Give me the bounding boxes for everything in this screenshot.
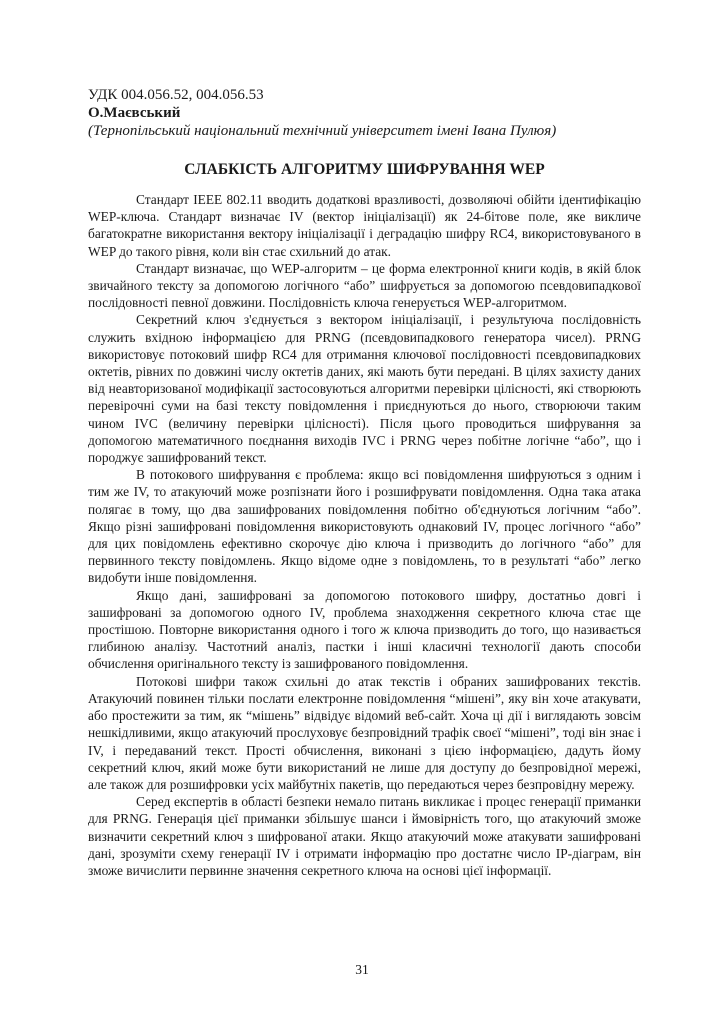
- paragraph: В потокового шифрування є проблема: якщо всі повідомлення шифруються з одним і тим же IV, то атакуючий може розпізнати його і розшифрувати повідомлення. Одна така атака полягає в тому, що два зашифрованих повідомлення побітно об'єднуються логічним “або”. Якщо різні зашифровані повідомлення використовують однаковий IV, процес логічного “або” для цих повідомлень ефективно скорочує дію ключа і призводить до логічного “або” для первинного тексту повідомлень. Якщо відоме одне з повідомлень, то в результаті “або” легко видобути інше повідомлення.: [88, 467, 641, 586]
- paper-title: СЛАБКІСТЬ АЛГОРИТМУ ШИФРУВАННЯ WEP: [184, 161, 545, 178]
- paragraph: Стандарт IEEE 802.11 вводить додаткові вразливості, дозволяючі обійти ідентифікацію WEP-ключа. Стандарт визначає IV (вектор ініціалізації) як 24-бітове поле, яке викличе багатократне використання вектору ініціалізації і деградацію шифру RC4, використовуваного в WEP до такого рівня, коли він стає схильний до атак.: [88, 192, 641, 259]
- paragraph: Потокові шифри також схильні до атак текстів і обраних зашифрованих текстів. Атакуючий повинен тільки послати електронне повідомлення “мішені”, яку він хоче атакувати, або простежити за тим, як “мішень” відвідує відомий веб-сайт. Хоча ці дії і виглядають зовсім нешкідливими, якщо атакуючий прослуховує безпровідний трафік своєї “мішені”, тоді він знає і IV, і передаваний текст. Прості обчислення, виконані з цією інформацією, дадуть йому секретний ключ, який може бути використаний не лише для доступу до безпровідної мережі, але також для розшифровки усіх майбутніх пакетів, що передаються через безпровідну мережу.: [88, 673, 641, 792]
- author-name: О.Маєвський: [88, 105, 181, 121]
- udk-code: УДК 004.056.52, 004.056.53: [88, 87, 264, 103]
- paragraph: Серед експертів в області безпеки немало питань викликає і процес генерації приманки для PRNG. Генерація цієї приманки збільшує шанси і ймовірність того, що атакуючий зможе визначити секретний ключ з шифрованої атаки. Якщо атакуючий може атакувати зашифровані дані, зрозуміти схему генерації IV і отримати інформацію про достатнє число IP-діаграм, він зможе вичислити первинне значення секретного ключа на основі цієї інформації.: [88, 794, 641, 878]
- body-text: [88, 191, 641, 879]
- page-content: [88, 86, 641, 879]
- author-affiliation: (Тернопільський національний технічний університет імені Івана Пулюя): [88, 123, 557, 139]
- paragraph: Стандарт визначає, що WEP-алгоритм – це форма електронної книги кодів, в якій блок звичайного тексту за допомогою логічного “або” шифрується за допомогою псевдовипадкової послідовності певної довжини. Послідовність ключа генерується WEP-алгоритмом.: [88, 260, 641, 311]
- paragraph: Секретний ключ з'єднується з вектором ініціалізації, і результуюча послідовність служить вхідною інформацією для PRNG (псевдовипадкового генератора чисел). PRNG використовує потоковий шифр RC4 для отримання ключової послідовності псевдовипадкових октетів, рівних по довжині числу октетів даних, які мають бути передані. В цілях захисту даних від неавторизованої модифікації застосовуються алгоритми перевірки цілісності, які створюють перевірочні суми на базі тексту повідомлення і приєднуються до нього, створюючи таким чином IVC (величину перевірки цілісності). Після цього проводиться шифрування за допомогою математичного поєднання виходів IVC і PRNG через побітне логічне “або”, що і породжує зашифрований текст.: [88, 312, 641, 466]
- page-number: 31: [355, 962, 369, 977]
- paragraph: Якщо дані, зашифровані за допомогою потокового шифру, достатньо довгі і зашифровані за допомогою одного IV, проблема знаходження секретного ключа стає ще простішою. Повторне використання одного і того ж ключа призводить до того, що називається глибиною аналізу. Частотний аналіз, пастки і інші класичні технології дають способи обчислення оригінального тексту із зашифрованого повідомлення.: [88, 587, 641, 672]
